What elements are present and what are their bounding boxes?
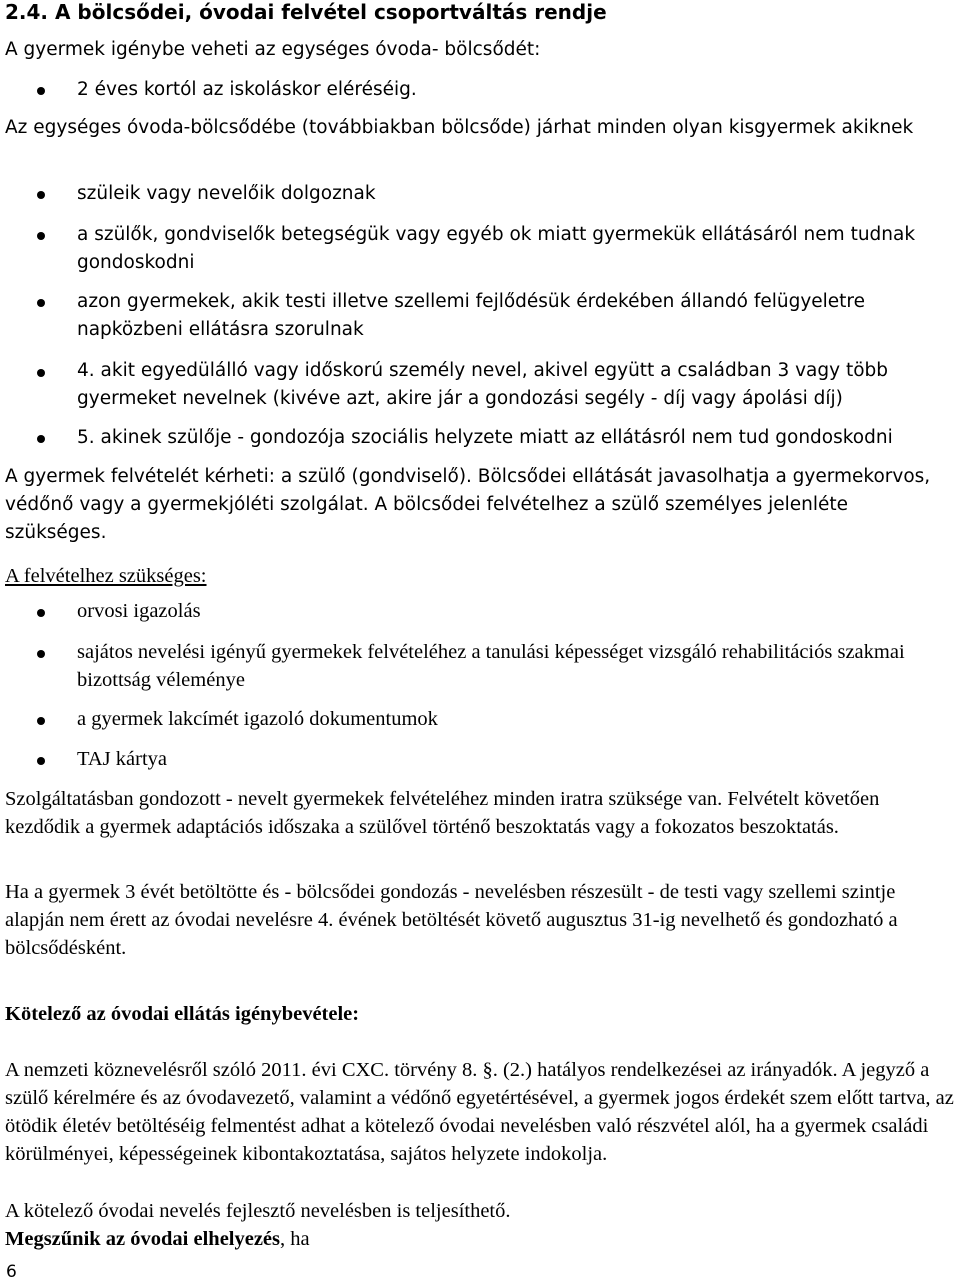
bullet-icon xyxy=(37,609,45,617)
list-item: szüleik vagy nevelőik dolgoznak xyxy=(77,183,376,204)
bullet-icon xyxy=(37,435,45,443)
bullet-icon xyxy=(37,717,45,725)
development-line: A kötelező óvodai nevelés fejlesztő nevelésben is teljesíthető. xyxy=(5,1200,511,1222)
termination-bold: Megszűnik az óvodai elhelyezés xyxy=(5,1228,281,1250)
bullet-icon xyxy=(37,232,45,240)
list-item: 4. akit egyedülálló vagy időskorú személy nevel, akivel együtt a családban 3 vagy több gyermeket nevelnek (kivéve azt, akire jár a gondozási segély - díj vagy ápolási díj) xyxy=(77,360,889,409)
bullet-icon xyxy=(37,191,45,199)
list-item: orvosi igazolás xyxy=(77,600,201,622)
law-paragraph: A nemzeti köznevelésről szóló 2011. évi CXC. törvény 8. §. (2.) hatályos rendelkezései az irányadók. A jegyző a szülő kérelmére és az óvodavezető, valamint a védőnő egyetértésével, a gyermek jogos érdekét szem előtt tartva, az ötödik életév betöltéséig felmentést adhat a kötelező óvodai nevelésben való részvétel alól, ha a gyermek családi körülményei, képességeinek kibontakoztatása, sajátos helyzete indokolja. xyxy=(5,1059,954,1165)
requirements-heading: A felvételhez szükséges: xyxy=(5,565,207,587)
list-item: sajátos nevelési igényű gyermekek felvételéhez a tanulási képességet vizsgáló rehabilitációs szakmai bizottság véleménye xyxy=(77,641,905,691)
list-item: azon gyermekek, akik testi illetve szellemi fejlődésük érdekében állandó felügyeletre napközbeni ellátásra szorulnak xyxy=(77,291,866,340)
list-item: 2 éves kortól az iskoláskor eléréséig. xyxy=(77,79,417,100)
mandatory-heading: Kötelező az óvodai ellátás igénybevétele: xyxy=(5,1003,360,1025)
age3-paragraph: Ha a gyermek 3 évét betöltötte és - bölcsődei gondozás - nevelésben részesült - de testi vagy szellemi szintje alapján nem érett az óvodai nevelésre 4. évének betöltését követő augusztus 31-ig nevelhető és gondozható a bölcsődésként. xyxy=(5,881,898,959)
intro-text: A gyermek igénybe veheti az egységes óvoda- bölcsődét: xyxy=(5,39,541,60)
termination-rest: , ha xyxy=(280,1228,310,1250)
bullet-icon xyxy=(37,299,45,307)
service-paragraph: Szolgáltatásban gondozott - nevelt gyermekek felvételéhez minden iratra szüksége van. Felvételt követően kezdődik a gyermek adaptációs időszaka a szülővel történő beszoktatás vagy a fokozatos beszoktatás. xyxy=(5,788,880,838)
bullet-icon xyxy=(37,87,45,95)
list-item: a szülők, gondviselők betegségük vagy egyéb ok miatt gyermekük ellátásáról nem tudnak gondoskodni xyxy=(77,224,916,273)
page-number: 6 xyxy=(6,1262,17,1282)
bullet-icon xyxy=(37,369,45,377)
section-heading: 2.4. A bölcsődei, óvodai felvétel csoportváltás rendje xyxy=(5,0,607,24)
termination-line xyxy=(5,1225,955,1253)
list-item: 5. akinek szülője - gondozója szociális helyzete miatt az ellátásról nem tud gondoskodni xyxy=(77,427,893,448)
bullet-icon xyxy=(37,650,45,658)
bullet-icon xyxy=(37,757,45,765)
eligible-intro: Az egységes óvoda-bölcsődébe (továbbiakban bölcsőde) járhat minden olyan kisgyermek akiknek xyxy=(5,117,914,138)
list-item: TAJ kártya xyxy=(77,748,168,770)
list-item: a gyermek lakcímét igazoló dokumentumok xyxy=(77,708,438,730)
request-paragraph: A gyermek felvételét kérheti: a szülő (gondviselő). Bölcsődei ellátását javasolhatja a gyermekorvos, védőnő vagy a gyermekjóléti szolgálat. A bölcsődei felvételhez a szülő személyes jelenléte szükséges. xyxy=(5,466,931,543)
